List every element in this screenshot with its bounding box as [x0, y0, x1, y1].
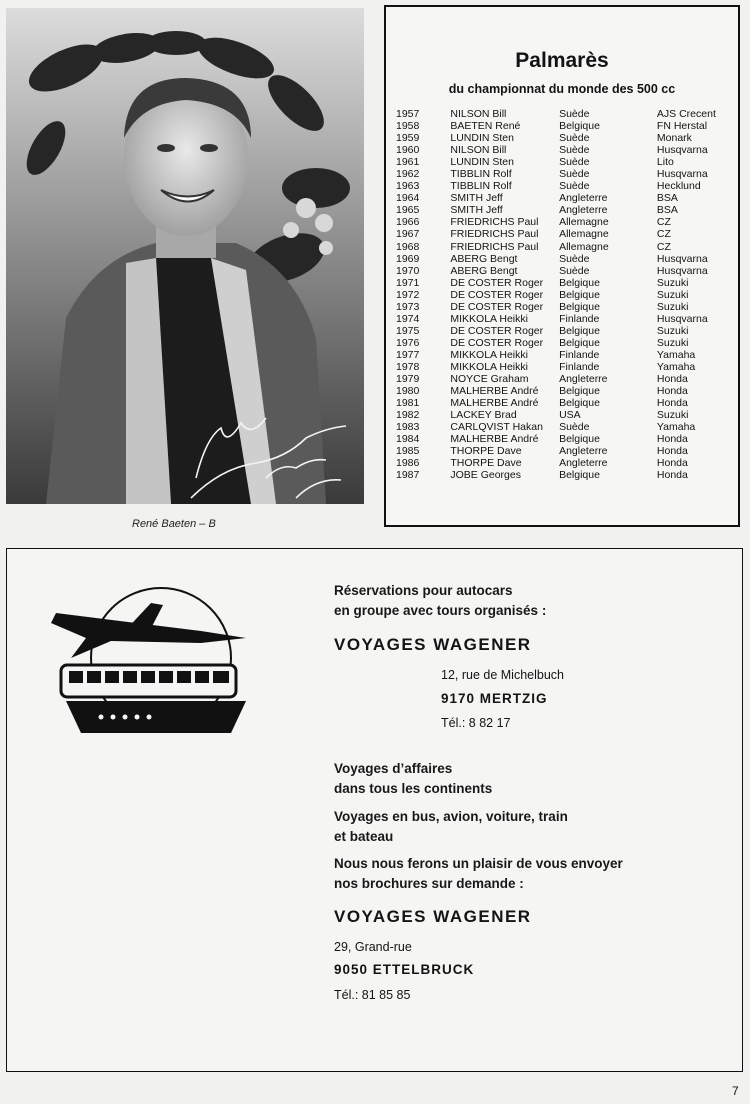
rider-cell: LACKEY Brad [450, 409, 517, 422]
table-row [396, 156, 736, 168]
make-cell: Husqvarna [656, 168, 708, 181]
table-row [396, 180, 736, 192]
country-cell: Belgique [559, 276, 600, 289]
year-cell: 1973 [396, 300, 420, 313]
table-row [396, 361, 736, 373]
year-cell: 1969 [396, 252, 420, 265]
rider-cell: SMITH Jeff [450, 192, 503, 205]
year-cell: 1972 [396, 288, 420, 301]
make-cell: Suzuki [656, 336, 689, 349]
make-cell: CZ [656, 216, 671, 229]
country-cell: Suède [559, 108, 590, 120]
year-cell: 1960 [396, 144, 420, 157]
rider-cell: DE COSTER Roger [450, 336, 544, 349]
table-row [396, 337, 736, 349]
country-cell: Allemagne [559, 216, 609, 229]
year-cell: 1986 [396, 457, 420, 470]
palmares-subtitle: du championnat du monde des 500 cc [448, 82, 676, 96]
country-cell: Belgique [559, 433, 600, 446]
year-cell: 1965 [396, 204, 420, 217]
city-1: 9170 MERTZIG [441, 691, 548, 706]
rider-cell: JOBE Georges [450, 469, 521, 482]
table-row [396, 433, 736, 445]
address-1: 12, rue de Michelbuch [441, 668, 564, 682]
rider-cell: TIBBLIN Rolf [450, 168, 512, 181]
country-cell: Belgique [559, 288, 600, 301]
make-cell: AJS Crecent [656, 108, 716, 120]
year-cell: 1976 [396, 336, 420, 349]
rider-cell: DE COSTER Roger [450, 288, 544, 301]
country-cell: Belgique [559, 397, 600, 410]
palmares-panel [384, 5, 740, 527]
make-cell: Honda [656, 373, 688, 386]
table-row [396, 469, 736, 481]
country-cell: Angleterre [559, 457, 608, 470]
rider-cell: MALHERBE André [450, 433, 539, 446]
make-cell: Yamaha [656, 360, 696, 373]
rider-cell: LUNDIN Sten [450, 156, 514, 169]
country-cell: Belgique [559, 385, 600, 398]
table-row [396, 421, 736, 433]
country-cell: Belgique [559, 324, 600, 337]
year-cell: 1978 [396, 360, 420, 373]
year-cell: 1981 [396, 397, 420, 410]
year-cell: 1979 [396, 373, 420, 386]
make-cell: Honda [656, 397, 688, 410]
table-row [396, 216, 736, 228]
country-cell: Belgique [559, 336, 600, 349]
rider-cell: MALHERBE André [450, 385, 539, 398]
palmares-table [396, 108, 736, 481]
make-cell: Honda [656, 445, 688, 458]
phone-1: Tél.: 8 82 17 [441, 716, 511, 730]
city-2: 9050 ETTELBRUCK [334, 962, 475, 977]
make-cell: Honda [656, 433, 688, 446]
country-cell: Finlande [559, 348, 600, 361]
year-cell: 1975 [396, 324, 420, 337]
year-cell: 1974 [396, 312, 420, 325]
make-cell: Suzuki [656, 276, 689, 289]
country-cell: Belgique [559, 469, 600, 482]
table-row [396, 192, 736, 204]
address-2: 29, Grand-rue [334, 940, 412, 954]
travel-modes-line-2: et bateau [334, 829, 394, 844]
table-row [396, 349, 736, 361]
year-cell: 1962 [396, 168, 420, 181]
phone-2: Tél.: 81 85 85 [334, 988, 411, 1002]
make-cell: CZ [656, 240, 671, 253]
country-cell: Angleterre [559, 204, 608, 217]
year-cell: 1964 [396, 192, 420, 205]
year-cell: 1957 [396, 108, 420, 120]
intro-line-1: Réservations pour autocars [334, 583, 513, 598]
year-cell: 1980 [396, 385, 420, 398]
year-cell: 1971 [396, 276, 420, 289]
rider-cell: FRIEDRICHS Paul [450, 216, 539, 229]
year-cell: 1963 [396, 180, 420, 193]
rider-cell: MIKKOLA Heikki [450, 312, 528, 325]
rider-cell: NOYCE Graham [450, 373, 529, 386]
table-row [396, 373, 736, 385]
make-cell: Honda [656, 457, 688, 470]
country-cell: Belgique [559, 120, 600, 133]
make-cell: Husqvarna [656, 264, 708, 277]
rider-cell: THORPE Dave [450, 457, 522, 470]
country-cell: Allemagne [559, 240, 609, 253]
country-cell: Suède [559, 264, 590, 277]
country-cell: Finlande [559, 312, 600, 325]
advertisement-panel [6, 548, 743, 1072]
year-cell: 1968 [396, 240, 420, 253]
brochure-line-2: nos brochures sur demande : [334, 876, 524, 891]
table-row [396, 385, 736, 397]
make-cell: FN Herstal [656, 120, 708, 133]
rider-cell: TIBBLIN Rolf [450, 180, 512, 193]
table-row [396, 168, 736, 180]
rider-cell: FRIEDRICHS Paul [450, 240, 539, 253]
make-cell: Suzuki [656, 409, 689, 422]
page-number: 7 [732, 1084, 739, 1098]
country-cell: Suède [559, 252, 590, 265]
make-cell: BSA [656, 192, 678, 205]
make-cell: Yamaha [656, 348, 696, 361]
table-row [396, 241, 736, 253]
year-cell: 1961 [396, 156, 420, 169]
rider-cell: SMITH Jeff [450, 204, 503, 217]
year-cell: 1984 [396, 433, 420, 446]
table-row [396, 120, 736, 132]
business-travel-line-2: dans tous les continents [334, 781, 493, 796]
rider-cell: BAETEN René [450, 120, 521, 133]
country-cell: Suède [559, 132, 590, 145]
table-row [396, 397, 736, 409]
table-row [396, 132, 736, 144]
table-row [396, 289, 736, 301]
table-row [396, 204, 736, 216]
rider-cell: FRIEDRICHS Paul [450, 228, 539, 241]
make-cell: Monark [656, 132, 692, 145]
country-cell: USA [559, 409, 581, 422]
make-cell: Yamaha [656, 421, 696, 434]
rider-cell: ABERG Bengt [450, 252, 518, 265]
make-cell: Suzuki [656, 300, 689, 313]
company-name-2: VOYAGES WAGENER [334, 907, 532, 926]
rider-cell: DE COSTER Roger [450, 276, 544, 289]
travel-modes-line-1: Voyages en bus, avion, voiture, train [334, 809, 568, 824]
rider-cell: CARLQVIST Hakan [450, 421, 543, 434]
table-row [396, 325, 736, 337]
rider-cell: LUNDIN Sten [450, 132, 514, 145]
make-cell: Honda [656, 469, 688, 482]
year-cell: 1983 [396, 421, 420, 434]
table-row [396, 265, 736, 277]
palmares-title: Palmarès [515, 49, 609, 72]
make-cell: Suzuki [656, 288, 689, 301]
rider-cell: MALHERBE André [450, 397, 539, 410]
year-cell: 1982 [396, 409, 420, 422]
country-cell: Suède [559, 156, 590, 169]
country-cell: Angleterre [559, 373, 608, 386]
table-row [396, 301, 736, 313]
make-cell: Suzuki [656, 324, 689, 337]
year-cell: 1985 [396, 445, 420, 458]
year-cell: 1970 [396, 264, 420, 277]
company-name-1: VOYAGES WAGENER [334, 635, 532, 654]
make-cell: Hecklund [656, 180, 701, 193]
make-cell: Husqvarna [656, 312, 708, 325]
country-cell: Belgique [559, 300, 600, 313]
rider-photo [6, 8, 364, 504]
rider-cell: DE COSTER Roger [450, 300, 544, 313]
make-cell: CZ [656, 228, 671, 241]
table-row [396, 445, 736, 457]
rider-cell: DE COSTER Roger [450, 324, 544, 337]
rider-cell: THORPE Dave [450, 445, 522, 458]
year-cell: 1958 [396, 120, 420, 133]
table-row [396, 277, 736, 289]
year-cell: 1977 [396, 348, 420, 361]
business-travel-line-1: Voyages d’affaires [334, 761, 453, 776]
rider-cell: ABERG Bengt [450, 264, 518, 277]
country-cell: Angleterre [559, 192, 608, 205]
table-row [396, 228, 736, 240]
make-cell: Honda [656, 385, 688, 398]
make-cell: Husqvarna [656, 144, 708, 157]
make-cell: Husqvarna [656, 252, 708, 265]
year-cell: 1966 [396, 216, 420, 229]
rider-cell: MIKKOLA Heikki [450, 348, 528, 361]
table-row [396, 457, 736, 469]
photo-caption: René Baeten – B [132, 518, 216, 530]
brochure-line-1: Nous nous ferons un plaisir de vous envoyer [334, 856, 623, 871]
year-cell: 1967 [396, 228, 420, 241]
table-row [396, 108, 736, 120]
year-cell: 1987 [396, 469, 420, 482]
rider-cell: NILSON Bill [450, 108, 507, 120]
country-cell: Allemagne [559, 228, 609, 241]
country-cell: Suède [559, 421, 590, 434]
country-cell: Angleterre [559, 445, 608, 458]
rider-photo-illustration [6, 8, 364, 504]
country-cell: Suède [559, 180, 590, 193]
table-row [396, 253, 736, 265]
year-cell: 1959 [396, 132, 420, 145]
country-cell: Suède [559, 168, 590, 181]
make-cell: Lito [656, 156, 674, 169]
table-row [396, 144, 736, 156]
make-cell: BSA [656, 204, 678, 217]
intro-line-2: en groupe avec tours organisés : [334, 603, 547, 618]
table-row [396, 313, 736, 325]
country-cell: Suède [559, 144, 590, 157]
rider-cell: MIKKOLA Heikki [450, 360, 528, 373]
country-cell: Finlande [559, 360, 600, 373]
airplane-bus-ship-icon [51, 583, 251, 743]
travel-illustration [51, 583, 251, 748]
table-row [396, 409, 736, 421]
rider-cell: NILSON Bill [450, 144, 507, 157]
